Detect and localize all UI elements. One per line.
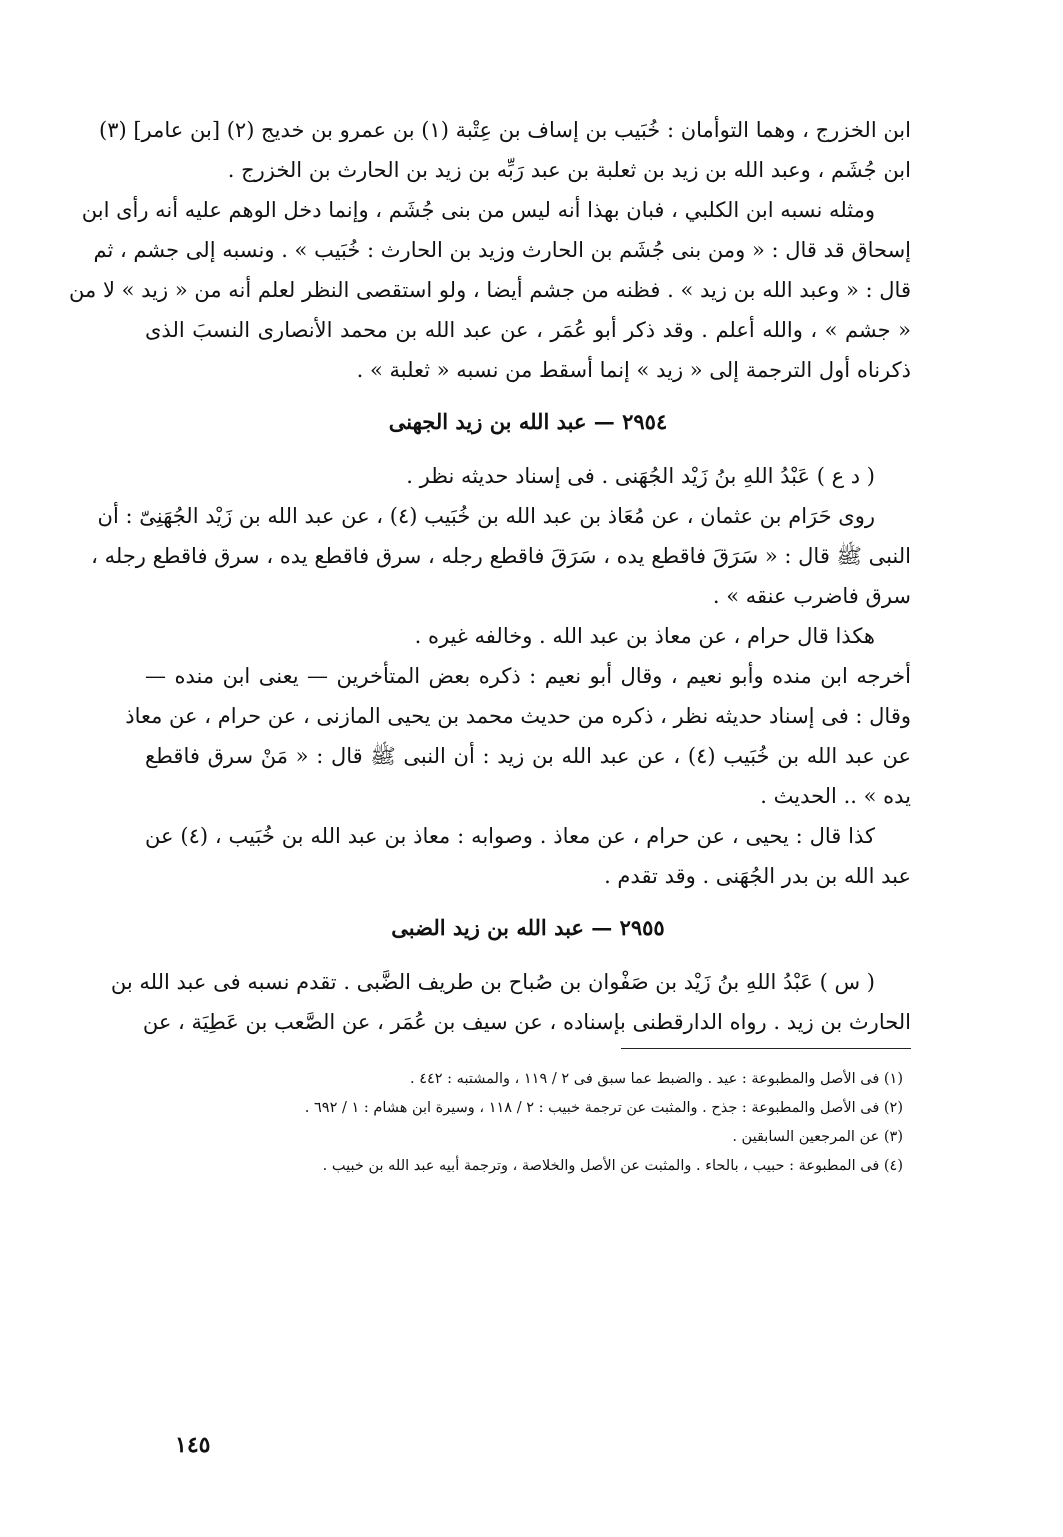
- text-line: عبد الله بن بدر الجُهَنى . وقد تقدم .: [604, 864, 911, 888]
- text-line: النبى ﷺ قال : « سَرَقَ فاقطع يده ، سَرَقَ فاقطع رجله ، سرق فاقطع يده ، سرق فاقطع رجله ،: [91, 544, 911, 568]
- footnote: (١) فى الأصل والمطبوعة : عيد . والضبط عما سبق فى ٢ / ١١٩ ، والمشتبه : ٤٤٢ .: [409, 1071, 903, 1087]
- text-line: هكذا قال حرام ، عن معاذ بن عبد الله . وخالفه غيره .: [414, 624, 875, 648]
- text-line: ومثله نسبه ابن الكلبي ، فبان بهذا أنه ليس من بنى جُشَم ، وإنما دخل الوهم عليه أنه رأى ابن: [81, 198, 875, 222]
- text-line: ( س ) عَبْدُ اللهِ بنُ زَيْد بن صَفْوان بن صُباح بن طريف الضَّبى . تقدم نسبه فى عبد الله بن: [110, 970, 875, 994]
- opening-paragraph: [69, 110, 911, 390]
- text-line: قال : « وعبد الله بن زيد » . فظنه من جشم أيضا ، ولو استقصى النظر لعلم أنه من « زيد » لا من: [69, 278, 911, 302]
- text-line: الحارث بن زيد . رواه الدارقطنى بإسناده ، عن سيف بن عُمَر ، عن الصَّعب بن عَطِيَة ، عن: [142, 1010, 911, 1034]
- text-line: ابن جُشَم ، وعبد الله بن زيد بن ثعلبة بن عبد رَبِّه بن زيد بن الحارث بن الخزرج .: [227, 158, 911, 182]
- footnote: (٣) عن المرجعين السابقين .: [732, 1129, 903, 1145]
- entry-heading-2955: ٢٩٥٥ — عبد الله بن زيد الضبى: [391, 915, 665, 940]
- text-line: ( د ع ) عَبْدُ اللهِ بنُ زَيْد الجُهَنى . فى إسناد حديثه نظر .: [406, 464, 875, 488]
- text-line: أخرجه ابن منده وأبو نعيم ، وقال أبو نعيم : ذكره بعض المتأخرين — يعنى ابن منده —: [145, 664, 911, 688]
- entry-heading-2954: ٢٩٥٤ — عبد الله بن زيد الجهنى: [388, 409, 668, 434]
- text-line: ابن الخزرج ، وهما التوأمان : خُبَيب بن إساف بن عِتْبة (١) بن عمرو بن خديج (٢) [بن عامر] (٣): [99, 118, 911, 142]
- page-number: ١٤٥: [175, 1432, 211, 1458]
- entry-2954-body: [91, 456, 911, 896]
- text-line: كذا قال : يحيى ، عن حرام ، عن معاذ . وصوابه : معاذ بن عبد الله بن خُبَيب ، (٤) عن: [145, 824, 875, 848]
- entry-2955-body: [110, 962, 911, 1042]
- footnote-divider: [621, 1048, 911, 1049]
- text-line: « جشم » ، والله أعلم . وقد ذكر أبو عُمَر ، عن عبد الله بن محمد الأنصارى النسبَ الذى: [145, 318, 911, 342]
- text-line: إسحاق قد قال : « ومن بنى جُشَم بن الحارث وزيد بن الحارث : خُبَيب » . ونسبه إلى جشم ، ثم: [93, 238, 911, 262]
- text-line: وقال : فى إسناد حديثه نظر ، ذكره من حديث محمد بن يحيى المازنى ، عن حرام ، عن معاذ: [125, 704, 911, 728]
- text-line: عن عبد الله بن خُبَيب (٤) ، عن عبد الله بن زيد : أن النبى ﷺ قال : « مَنْ سرق فاقطع: [145, 744, 911, 768]
- text-line: روى حَرَام بن عثمان ، عن مُعَاذ بن عبد الله بن خُبَيب (٤) ، عن عبد الله بن زَيْد الجُهَنِىّ : أن: [97, 504, 875, 528]
- text-line: ذكرناه أول الترجمة إلى « زيد » إنما أسقط من نسبه « ثعلبة » .: [356, 358, 911, 382]
- text-line: يده » .. الحديث .: [760, 784, 911, 808]
- footnote: (٤) فى المطبوعة : حبيب ، بالحاء . والمثبت عن الأصل والخلاصة ، وترجمة أبيه عبد الله بن خبيب .: [322, 1158, 903, 1174]
- text-line: سرق فاضرب عنقه » .: [712, 584, 911, 608]
- footnotes: [145, 1065, 911, 1181]
- footnote: (٢) فى الأصل والمطبوعة : جذح . والمثبت عن ترجمة خبيب : ٢ / ١١٨ ، وسيرة ابن هشام : ١ / ٦٩٢ .: [304, 1100, 903, 1116]
